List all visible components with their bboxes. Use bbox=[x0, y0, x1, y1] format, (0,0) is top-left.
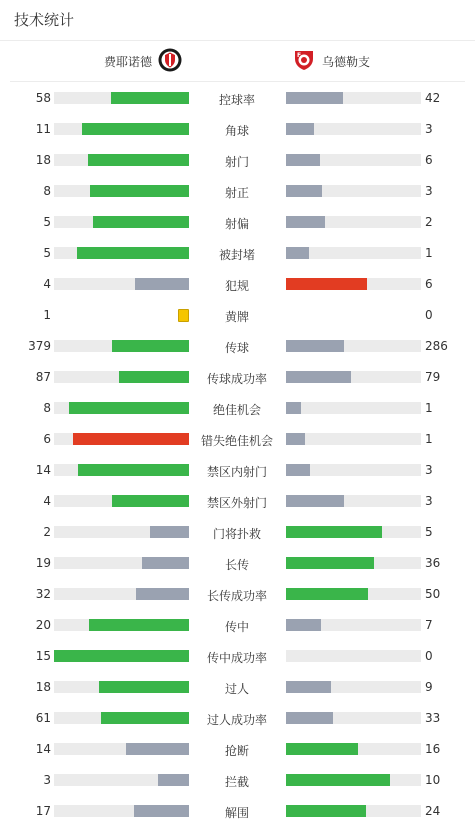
home-team-name: 费耶诺德 bbox=[103, 54, 152, 69]
away-value: 1 bbox=[425, 246, 433, 260]
stat-label: 射正 bbox=[224, 186, 249, 200]
away-value: 10 bbox=[425, 773, 441, 787]
away-value: 3 bbox=[425, 122, 433, 136]
stat-row bbox=[0, 176, 475, 207]
away-bar bbox=[286, 433, 305, 445]
away-bar-track bbox=[286, 371, 421, 383]
away-bar bbox=[286, 185, 322, 197]
home-bar bbox=[112, 495, 189, 507]
yellow-card-icon bbox=[178, 309, 189, 322]
stat-label: 传球 bbox=[224, 341, 249, 355]
home-bar bbox=[135, 278, 189, 290]
home-bar-track bbox=[54, 805, 189, 817]
home-bar-track bbox=[54, 650, 189, 662]
stat-label: 绝佳机会 bbox=[212, 403, 261, 417]
away-bar bbox=[286, 278, 367, 290]
home-bar-track bbox=[54, 216, 189, 228]
stat-label: 射门 bbox=[224, 155, 249, 169]
away-bar-track bbox=[286, 185, 421, 197]
home-bar bbox=[112, 340, 189, 352]
away-bar-track bbox=[286, 278, 421, 290]
stat-label: 被封堵 bbox=[218, 248, 255, 262]
home-bar bbox=[93, 216, 189, 228]
home-value: 4 bbox=[43, 494, 51, 508]
away-bar-track bbox=[286, 557, 421, 569]
away-bar bbox=[286, 774, 390, 786]
away-bar-track bbox=[286, 495, 421, 507]
stat-label: 解围 bbox=[224, 806, 249, 820]
home-value: 2 bbox=[43, 525, 51, 539]
away-bar bbox=[286, 123, 314, 135]
home-team-logo-icon bbox=[158, 48, 182, 75]
stat-label: 传球成功率 bbox=[206, 372, 267, 386]
away-team[interactable] bbox=[292, 49, 370, 73]
home-bar-track bbox=[54, 123, 189, 135]
away-value: 36 bbox=[425, 556, 441, 570]
away-bar-track bbox=[286, 433, 421, 445]
stat-label: 传中 bbox=[224, 620, 249, 634]
home-bar-track bbox=[54, 433, 189, 445]
away-bar-track bbox=[286, 340, 421, 352]
home-bar-track bbox=[54, 526, 189, 538]
stat-row bbox=[0, 548, 475, 579]
away-value: 24 bbox=[425, 804, 441, 818]
away-value: 3 bbox=[425, 184, 433, 198]
home-bar bbox=[73, 433, 189, 445]
home-bar bbox=[90, 185, 189, 197]
stat-label: 过人成功率 bbox=[206, 713, 267, 727]
stat-row bbox=[0, 207, 475, 238]
stat-row bbox=[0, 734, 475, 765]
home-value: 1 bbox=[43, 308, 51, 322]
stat-row bbox=[0, 579, 475, 610]
stat-row bbox=[0, 362, 475, 393]
home-bar bbox=[99, 681, 189, 693]
away-value: 33 bbox=[425, 711, 441, 725]
away-bar-track bbox=[286, 805, 421, 817]
away-bar-track bbox=[286, 247, 421, 259]
home-bar-track bbox=[54, 774, 189, 786]
home-bar-track bbox=[54, 371, 189, 383]
home-bar-track bbox=[54, 92, 189, 104]
home-value: 5 bbox=[43, 215, 51, 229]
home-bar-track bbox=[54, 340, 189, 352]
page-title: 技术统计 bbox=[0, 0, 475, 41]
away-value: 6 bbox=[425, 277, 433, 291]
away-team-name: 乌德勒支 bbox=[322, 54, 371, 69]
home-bar bbox=[89, 619, 189, 631]
away-bar-track bbox=[286, 712, 421, 724]
stat-row bbox=[0, 455, 475, 486]
away-bar-track bbox=[286, 154, 421, 166]
home-team[interactable] bbox=[104, 49, 182, 73]
home-value: 58 bbox=[35, 91, 51, 105]
stat-label: 长传 bbox=[224, 558, 249, 572]
away-value: 42 bbox=[425, 91, 441, 105]
away-bar bbox=[286, 402, 301, 414]
svg-text:F: F bbox=[297, 51, 302, 59]
stat-row bbox=[0, 424, 475, 455]
stat-row bbox=[0, 486, 475, 517]
home-bar-track bbox=[54, 402, 189, 414]
stat-row bbox=[0, 300, 475, 331]
stats-list bbox=[0, 83, 475, 827]
stat-label: 拦截 bbox=[224, 775, 249, 789]
home-bar-track bbox=[54, 619, 189, 631]
home-bar bbox=[54, 650, 189, 662]
stat-label: 黄牌 bbox=[224, 310, 249, 324]
home-value: 17 bbox=[35, 804, 51, 818]
home-bar bbox=[158, 774, 189, 786]
home-bar-track bbox=[54, 557, 189, 569]
stat-row bbox=[0, 765, 475, 796]
away-bar bbox=[286, 712, 333, 724]
stat-label: 过人 bbox=[224, 682, 249, 696]
home-value: 11 bbox=[35, 122, 51, 136]
stat-row bbox=[0, 796, 475, 827]
home-value: 8 bbox=[43, 401, 51, 415]
home-value: 20 bbox=[35, 618, 51, 632]
away-value: 5 bbox=[425, 525, 433, 539]
home-bar-track bbox=[54, 464, 189, 476]
home-bar-track bbox=[54, 278, 189, 290]
away-value: 7 bbox=[425, 618, 433, 632]
stat-label: 控球率 bbox=[218, 93, 255, 107]
home-bar-track bbox=[54, 185, 189, 197]
home-bar bbox=[88, 154, 189, 166]
stat-row bbox=[0, 641, 475, 672]
home-bar-track bbox=[54, 588, 189, 600]
teams-header bbox=[10, 41, 465, 82]
away-bar-track bbox=[286, 588, 421, 600]
stat-row bbox=[0, 83, 475, 114]
stat-row bbox=[0, 145, 475, 176]
home-value: 6 bbox=[43, 432, 51, 446]
home-bar bbox=[101, 712, 189, 724]
away-bar bbox=[286, 92, 343, 104]
away-bar-track bbox=[286, 92, 421, 104]
home-bar bbox=[82, 123, 189, 135]
away-bar bbox=[286, 743, 358, 755]
home-bar bbox=[77, 247, 189, 259]
stat-row bbox=[0, 331, 475, 362]
away-bar-track bbox=[286, 123, 421, 135]
away-value: 9 bbox=[425, 680, 433, 694]
home-value: 18 bbox=[35, 680, 51, 694]
home-value: 19 bbox=[35, 556, 51, 570]
home-bar bbox=[119, 371, 189, 383]
away-value: 50 bbox=[425, 587, 441, 601]
home-bar-track bbox=[54, 154, 189, 166]
home-value: 87 bbox=[35, 370, 51, 384]
stat-row bbox=[0, 672, 475, 703]
home-bar bbox=[134, 805, 189, 817]
away-bar bbox=[286, 805, 366, 817]
away-bar bbox=[286, 464, 310, 476]
stat-row bbox=[0, 393, 475, 424]
away-bar-track bbox=[286, 681, 421, 693]
stat-label: 长传成功率 bbox=[206, 589, 267, 603]
away-bar bbox=[286, 154, 320, 166]
home-value: 14 bbox=[35, 742, 51, 756]
away-bar-track bbox=[286, 216, 421, 228]
away-bar-track bbox=[286, 650, 421, 662]
away-bar-track bbox=[286, 619, 421, 631]
away-value: 2 bbox=[425, 215, 433, 229]
away-bar bbox=[286, 557, 374, 569]
home-value: 15 bbox=[35, 649, 51, 663]
home-value: 3 bbox=[43, 773, 51, 787]
home-bar bbox=[126, 743, 189, 755]
away-bar-track bbox=[286, 774, 421, 786]
stat-label: 犯规 bbox=[224, 279, 249, 293]
away-bar bbox=[286, 371, 351, 383]
away-bar-track bbox=[286, 743, 421, 755]
away-value: 0 bbox=[425, 649, 433, 663]
away-bar bbox=[286, 588, 368, 600]
home-value: 61 bbox=[35, 711, 51, 725]
stat-row bbox=[0, 114, 475, 145]
stat-label: 抢断 bbox=[224, 744, 249, 758]
stat-label: 错失绝佳机会 bbox=[200, 434, 273, 448]
stat-label: 射偏 bbox=[224, 217, 249, 231]
away-value: 286 bbox=[425, 339, 448, 353]
home-bar-track bbox=[54, 712, 189, 724]
home-bar bbox=[142, 557, 189, 569]
stat-label: 角球 bbox=[224, 124, 249, 138]
home-bar bbox=[111, 92, 189, 104]
away-bar bbox=[286, 495, 344, 507]
home-bar-track bbox=[54, 495, 189, 507]
stat-row bbox=[0, 610, 475, 641]
home-value: 32 bbox=[35, 587, 51, 601]
away-value: 79 bbox=[425, 370, 441, 384]
stat-row bbox=[0, 238, 475, 269]
home-bar-track bbox=[54, 743, 189, 755]
away-bar bbox=[286, 216, 325, 228]
stat-label: 传中成功率 bbox=[206, 651, 267, 665]
home-value: 8 bbox=[43, 184, 51, 198]
stat-label: 禁区外射门 bbox=[206, 496, 267, 510]
away-value: 6 bbox=[425, 153, 433, 167]
stat-row bbox=[0, 703, 475, 734]
home-bar-track bbox=[54, 247, 189, 259]
away-value: 1 bbox=[425, 401, 433, 415]
away-value: 3 bbox=[425, 494, 433, 508]
stat-row bbox=[0, 517, 475, 548]
away-bar bbox=[286, 340, 344, 352]
away-value: 16 bbox=[425, 742, 441, 756]
stat-row bbox=[0, 269, 475, 300]
away-bar-track bbox=[286, 526, 421, 538]
home-value: 14 bbox=[35, 463, 51, 477]
home-value: 5 bbox=[43, 246, 51, 260]
away-value: 0 bbox=[425, 308, 433, 322]
away-bar-track bbox=[286, 464, 421, 476]
home-bar bbox=[150, 526, 189, 538]
away-value: 3 bbox=[425, 463, 433, 477]
away-bar bbox=[286, 619, 321, 631]
home-value: 379 bbox=[28, 339, 51, 353]
home-bar-track bbox=[54, 681, 189, 693]
stat-label: 门将扑救 bbox=[212, 527, 261, 541]
away-bar bbox=[286, 247, 309, 259]
away-team-logo-icon bbox=[292, 48, 316, 75]
home-value: 18 bbox=[35, 153, 51, 167]
home-bar bbox=[78, 464, 189, 476]
away-bar bbox=[286, 681, 331, 693]
home-bar bbox=[136, 588, 189, 600]
away-bar bbox=[286, 526, 382, 538]
home-bar bbox=[69, 402, 189, 414]
home-value: 4 bbox=[43, 277, 51, 291]
away-bar-track bbox=[286, 402, 421, 414]
away-value: 1 bbox=[425, 432, 433, 446]
stat-label: 禁区内射门 bbox=[206, 465, 267, 479]
